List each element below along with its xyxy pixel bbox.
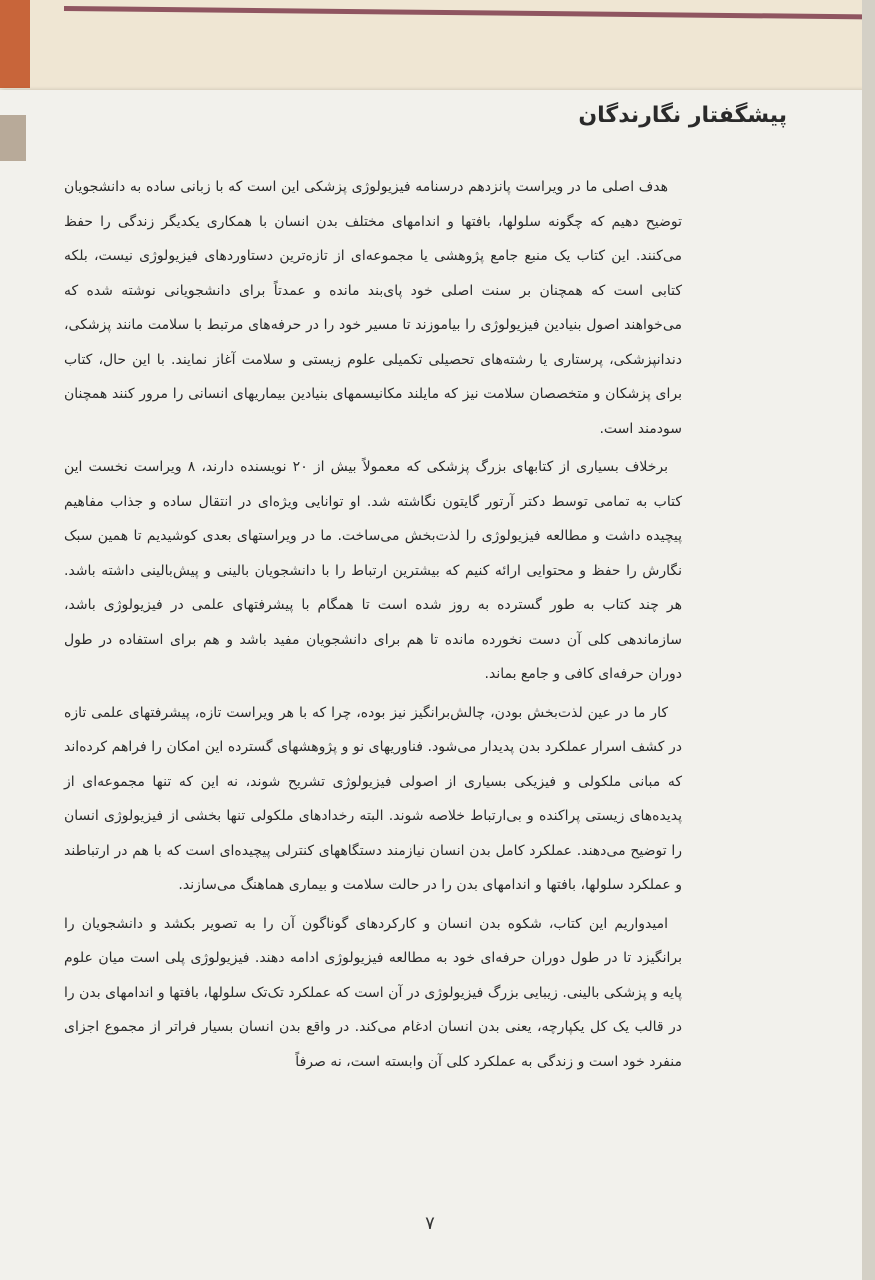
paragraph: هدف اصلی ما در ویراست پانزدهم درسنامه فیزیولوژی پزشکی این است که با زبانی ساده به دانشجویان توضیح دهیم که چگونه سلولها، بافتها و اندامهای مختلف بدن انسان با همکاری یکدیگر زندگی را حفظ می‌کنند. این کتاب یک منبع جامع پژوهشی یا مجموعه‌ای از تازه‌ترین دستاوردهای فیزیولوژی نیست، بلکه کتابی است که همچنان بر سنت اصلی خود پای‌بند مانده و عمدتاً برای دانشجویانی نوشته شده که می‌خواهند اصول بنیادین فیزیولوژی را بیاموزند تا مسیر خود را در حرفه‌های مرتبط با سلامت مانند پزشکی، دندانپزشکی، پرستاری یا رشته‌های تحصیلی تکمیلی علوم زیستی و سلامت آغاز نمایند. با این حال، کتاب برای پزشکان و متخصصان سلامت نیز که مایلند مکانیسمهای بنیادین بیماریهای انسانی را مرور کنند همچنان سودمند است. [64,179,682,437]
chapter-tab-marker [0,115,26,161]
page-number: ۷ [425,1213,435,1234]
page-heading: پیشگفتار نگارندگان [578,103,787,128]
paragraph: کار ما در عین لذت‌بخش بودن، چالش‌برانگیز نیز بوده، چرا که با هر ویراست تازه، پیشرفتهای علمی تازه در کشف اسرار عملکرد بدن پدیدار می‌شود. فناوریهای نو و پژوهشهای گسترده این امکان را فراهم کرده‌اند که مبانی ملکولی و فیزیکی بسیاری از اصولی فیزیولوژی تشریح شوند، نه این که تنها مجموعه‌ای از پدیده‌های زیستی پراکنده و بی‌ارتباط خلاصه شوند. البته رخدادهای ملکولی تنها بخشی از فیزیولوژی انسان را توضیح می‌دهند. عملکرد کامل بدن انسان نیازمند دستگاههای کنترلی پیچیده‌ای است که با هم در ارتباطند و عملکرد سلولها، بافتها و اندامهای بدن را در حالت سلامت و بیماری هماهنگ می‌سازند. [64,704,682,893]
body-text [64,170,682,1083]
paragraph: امیدواریم این کتاب، شکوه بدن انسان و کارکردهای گوناگون آن را به تصویر بکشد و دانشجویان را برانگیزد تا در طول دوران حرفه‌ای خود به مطالعه فیزیولوژی ادامه دهند. فیزیولوژی پلی است میان علوم پایه و پزشکی بالینی. زیبایی بزرگ فیزیولوژی در آن است که عملکرد تک‌تک سلولها، بافتها و اندامهای بدن را در قالب یک کل یکپارچه، یعنی بدن انسان ادغام می‌کند. در واقع بدن انسان بسیار فراتر از مجموع اجزای منفرد خود است و زندگی به عملکرد کلی آن وابسته است، نه صرفاً [64,915,682,1070]
orange-color-stripe [0,0,30,88]
paragraph: برخلاف بسیاری از کتابهای بزرگ پزشکی که معمولاً بیش از ۲۰ نویسنده دارند، ۸ ویراست نخست این کتاب به تمامی توسط دکتر آرتور گایتون نگاشته شد. او توانایی ویژه‌ای در انتقال ساده و جذاب مفاهیم پیچیده داشت و مطالعه فیزیولوژی را لذت‌بخش می‌ساخت. ما در ویراستهای بعدی کوشیدیم تا همین سبک نگارش را حفظ و محتوایی ارائه کنیم که بیشترین ارتباط را با دانشجویان بالینی و پیش‌بالینی داشته باشد. هر چند کتاب به طور گسترده به روز شده است تا همگام با پیشرفتهای علمی در فیزیولوژی باشد، سازماندهی کلی آن دست نخورده مانده تا هم برای دانشجویان مفید باشد و هم برای استفاده در طول دوران حرفه‌ای کافی و جامع بماند. [64,459,682,682]
page-edge [862,0,875,1280]
